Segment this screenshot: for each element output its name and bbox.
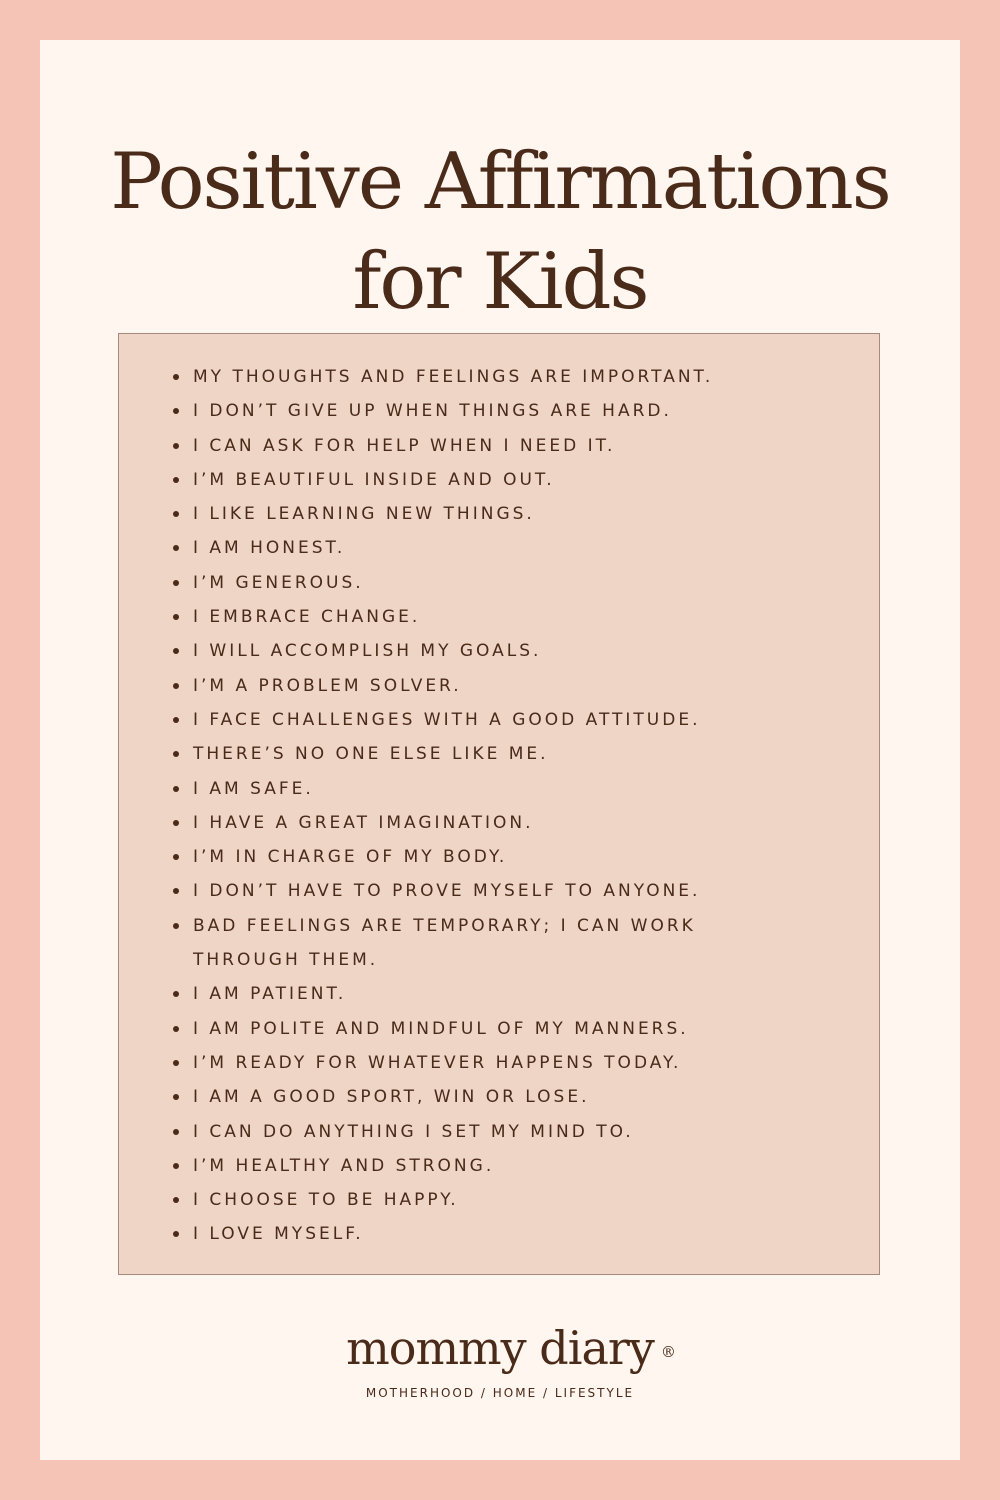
title-line-1: Positive Affirmations [110, 137, 890, 227]
brand-tagline: MOTHERHOOD / HOME / LIFESTYLE [365, 1386, 635, 1400]
list-item: I’M IN CHARGE OF MY BODY. [171, 840, 753, 874]
registered-mark: ® [660, 1343, 676, 1361]
list-item: I’M BEAUTIFUL INSIDE AND OUT. [171, 463, 753, 497]
list-item: I DON’T GIVE UP WHEN THINGS ARE HARD. [171, 394, 753, 428]
list-item: I HAVE A GREAT IMAGINATION. [171, 806, 753, 840]
brand-logo [346, 1318, 676, 1378]
affirmations-list [119, 334, 879, 1252]
list-item: I’M A PROBLEM SOLVER. [171, 669, 753, 703]
list-item: I’M READY FOR WHATEVER HAPPENS TODAY. [171, 1046, 753, 1080]
list-item: THERE’S NO ONE ELSE LIKE ME. [171, 737, 753, 771]
list-item: I AM SAFE. [171, 772, 753, 806]
list-item: I WILL ACCOMPLISH MY GOALS. [171, 634, 753, 668]
affirmations-box [118, 333, 880, 1275]
list-item: I FACE CHALLENGES WITH A GOOD ATTITUDE. [171, 703, 753, 737]
list-item: BAD FEELINGS ARE TEMPORARY; I CAN WORK THROUGH THEM. [171, 909, 753, 978]
list-item: I AM POLITE AND MINDFUL OF MY MANNERS. [171, 1012, 753, 1046]
list-item: I AM HONEST. [171, 531, 753, 565]
list-item: I AM PATIENT. [171, 977, 753, 1011]
list-item: I AM A GOOD SPORT, WIN OR LOSE. [171, 1080, 753, 1114]
list-item: I CAN DO ANYTHING I SET MY MIND TO. [171, 1115, 753, 1149]
poster-card [40, 40, 960, 1460]
brand-footer [40, 1318, 960, 1400]
list-item: I CHOOSE TO BE HAPPY. [171, 1183, 753, 1217]
list-item: I’M HEALTHY AND STRONG. [171, 1149, 753, 1183]
list-item: I EMBRACE CHANGE. [171, 600, 753, 634]
list-item: MY THOUGHTS AND FEELINGS ARE IMPORTANT. [171, 360, 753, 394]
brand-name: mommy diary [346, 1321, 654, 1375]
list-item: I DON’T HAVE TO PROVE MYSELF TO ANYONE. [171, 874, 753, 908]
list-item: I CAN ASK FOR HELP WHEN I NEED IT. [171, 429, 753, 463]
list-item: I’M GENEROUS. [171, 566, 753, 600]
title-line-2: for Kids [352, 237, 648, 327]
page-title [40, 132, 960, 332]
list-item: I LIKE LEARNING NEW THINGS. [171, 497, 753, 531]
list-item: I LOVE MYSELF. [171, 1217, 753, 1251]
